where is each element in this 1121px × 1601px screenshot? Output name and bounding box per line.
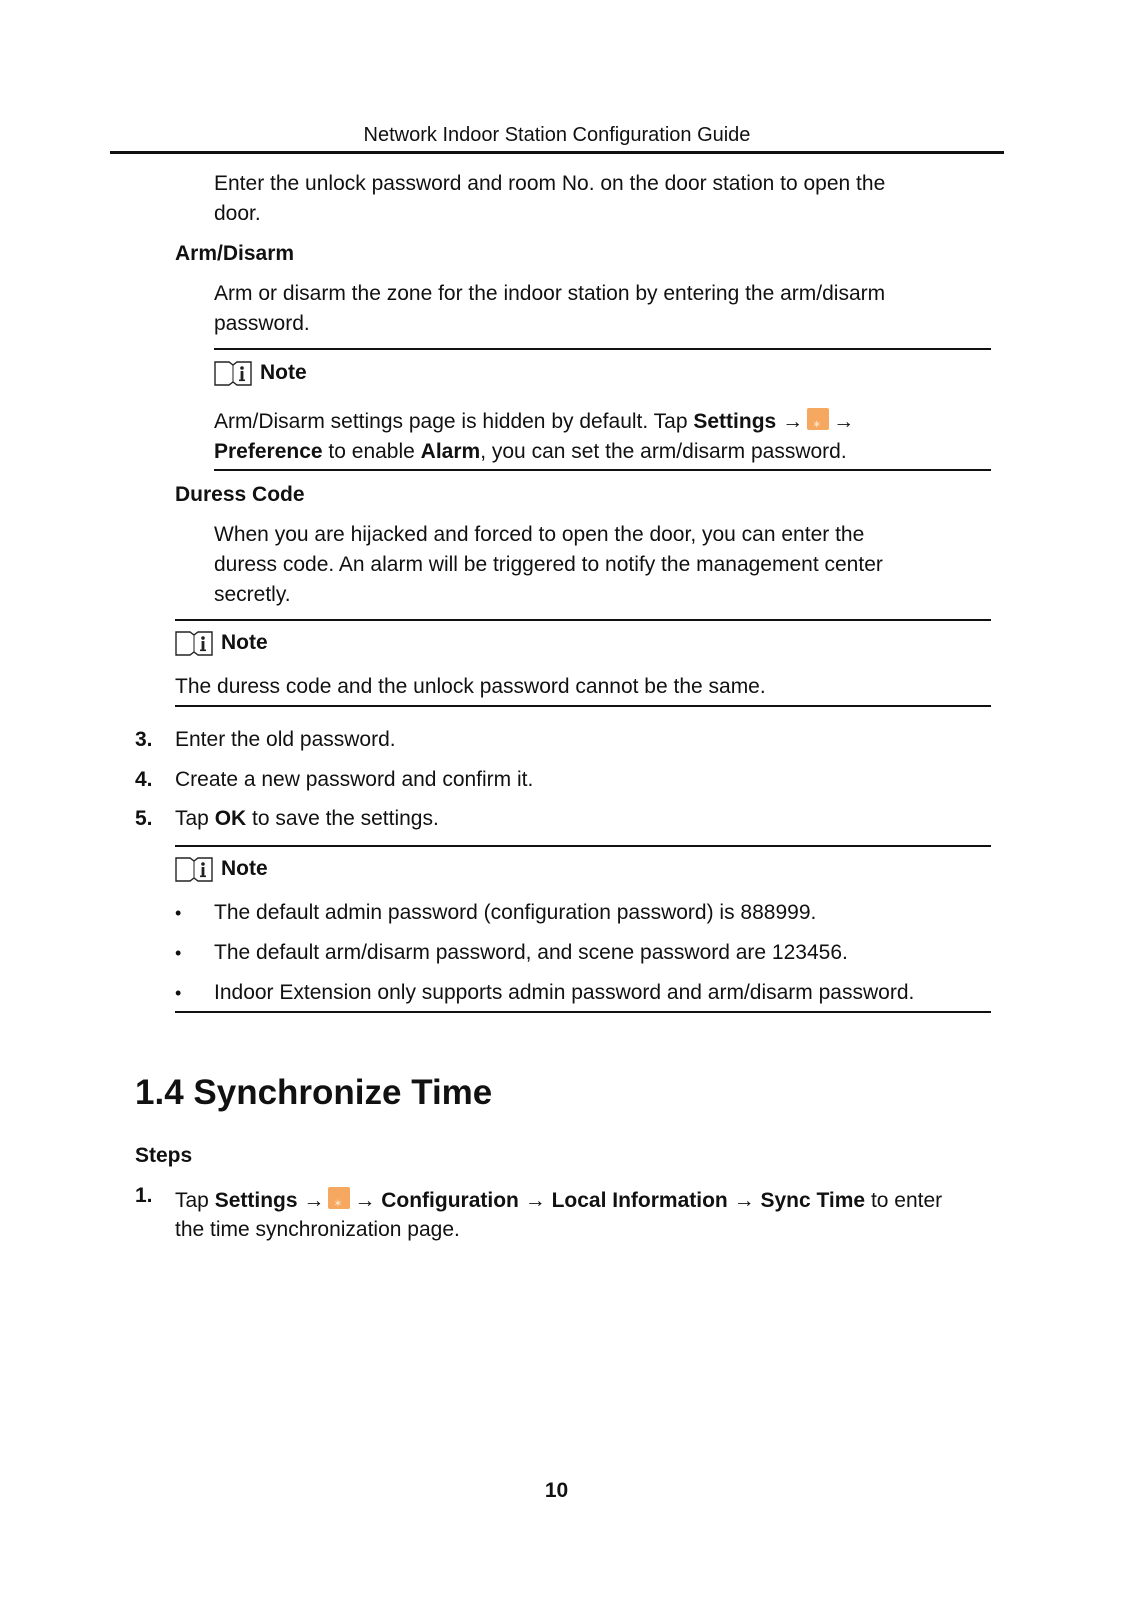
- step-5-number: 5.: [135, 807, 153, 830]
- bullet-marker: •: [175, 943, 182, 963]
- settings-gear-icon: [807, 408, 829, 430]
- page-number: 10: [544, 1479, 569, 1502]
- steps-label: Steps: [135, 1144, 193, 1167]
- note1-arrow-2: →: [833, 410, 855, 433]
- step-5-pre: Tap: [175, 807, 215, 830]
- note1-arrow-1: →: [782, 410, 804, 433]
- bullet-marker: •: [175, 903, 182, 923]
- sync-step-1-line-2: the time synchronization page.: [175, 1218, 460, 1241]
- info-note-icon: [175, 856, 213, 883]
- duress-line-1: When you are hijacked and forced to open the door, you can enter the: [214, 523, 865, 546]
- step-4-text: Create a new password and confirm it.: [175, 768, 534, 791]
- sync-configuration: Configuration: [381, 1189, 519, 1212]
- step-5-post: to save the settings.: [246, 807, 439, 830]
- intro-line-2: door.: [214, 202, 261, 225]
- step-3-text: Enter the old password.: [175, 728, 396, 751]
- sync-settings: Settings: [214, 1189, 298, 1212]
- note1-line-1: [214, 407, 854, 437]
- note3-item-1: The default admin password (configuration password) is 888999.: [214, 901, 817, 924]
- sync-arrow-1: →: [303, 1189, 325, 1212]
- info-note-icon: [214, 360, 252, 387]
- intro-line-1: Enter the unlock password and room No. on the door station to open the: [214, 172, 886, 195]
- note1-bottom-rule: [214, 469, 991, 471]
- note1-text-1: Arm/Disarm settings page is hidden by default. Tap: [214, 410, 694, 433]
- step-5-ok: OK: [214, 807, 247, 830]
- arm-disarm-heading: Arm/Disarm: [175, 242, 295, 265]
- note3-top-rule: [175, 845, 991, 847]
- note3-label: Note: [221, 857, 268, 880]
- note1-line-2: [214, 437, 847, 467]
- note1-heading: [214, 358, 307, 388]
- sync-step-1-line-1: [175, 1186, 942, 1216]
- arm-disarm-line-1: Arm or disarm the zone for the indoor station by entering the arm/disarm: [214, 282, 886, 305]
- arm-disarm-line-2: password.: [214, 312, 310, 335]
- sync-post: to enter: [865, 1189, 943, 1212]
- note1-top-rule: [214, 348, 991, 350]
- duress-line-2: duress code. An alarm will be triggered to notify the management center: [214, 553, 883, 576]
- note2-bottom-rule: [175, 705, 991, 707]
- note1-text-3: , you can set the arm/disarm password.: [480, 440, 847, 463]
- sync-tap: Tap: [175, 1189, 215, 1212]
- note1-label: Note: [260, 361, 307, 384]
- sync-sync-time: Sync Time: [760, 1189, 866, 1212]
- step-3-number: 3.: [135, 728, 153, 751]
- note1-preference: Preference: [214, 440, 323, 463]
- info-note-icon: [175, 630, 213, 657]
- note2-text: The duress code and the unlock password cannot be the same.: [175, 675, 766, 698]
- note2-heading: [175, 628, 268, 658]
- sync-arrow-2: →: [354, 1189, 376, 1212]
- step-4-number: 4.: [135, 768, 153, 791]
- note3-bottom-rule: [175, 1011, 991, 1013]
- sync-arrow-4: →: [733, 1189, 755, 1212]
- section-title: 1.4 Synchronize Time: [135, 1073, 493, 1112]
- settings-gear-icon: [328, 1187, 350, 1209]
- note3-item-2: The default arm/disarm password, and scene password are 123456.: [214, 941, 848, 964]
- step-5-text: [175, 804, 439, 834]
- bullet-marker: •: [175, 983, 182, 1003]
- header-rule: [110, 151, 1004, 154]
- note2-label: Note: [221, 631, 268, 654]
- sync-local-information: Local Information: [551, 1189, 728, 1212]
- note1-text-2: to enable: [322, 440, 421, 463]
- page-header-title: Network Indoor Station Configuration Guide: [363, 124, 751, 146]
- duress-heading: Duress Code: [175, 483, 305, 506]
- sync-arrow-3: →: [524, 1189, 546, 1212]
- note3-item-3: Indoor Extension only supports admin password and arm/disarm password.: [214, 981, 915, 1004]
- duress-line-3: secretly.: [214, 583, 291, 606]
- sync-step-1-number: 1.: [135, 1184, 153, 1207]
- note1-settings: Settings: [693, 410, 777, 433]
- note2-top-rule: [175, 619, 991, 621]
- note3-heading: [175, 854, 268, 884]
- note1-alarm: Alarm: [420, 440, 481, 463]
